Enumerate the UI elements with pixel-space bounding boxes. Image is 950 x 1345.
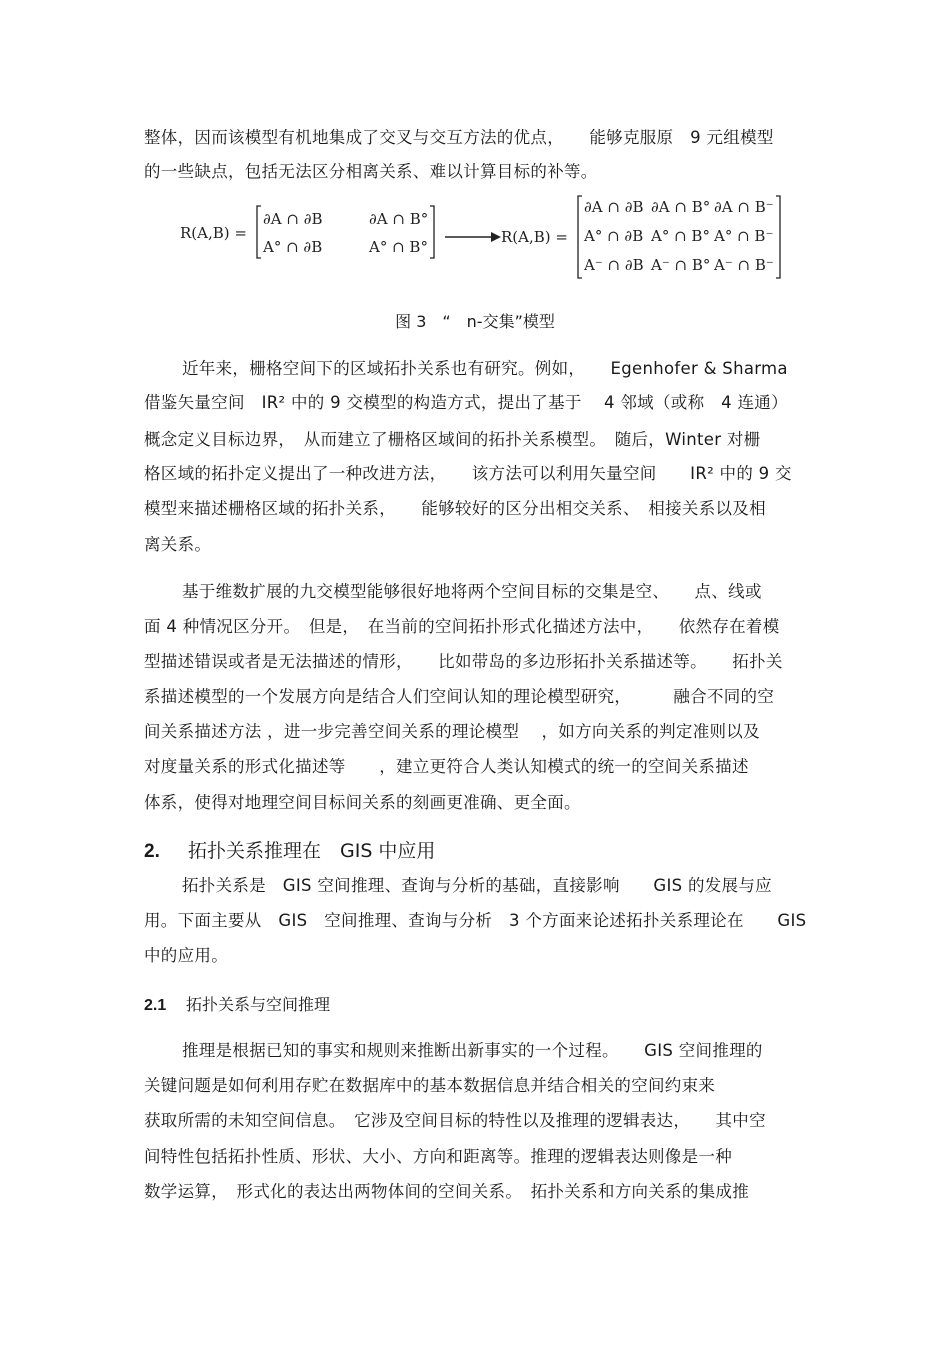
matrix-cell: A⁻ ∩ B⁻ — [714, 256, 774, 274]
paragraph-line: 体系，使得对地理空间目标间关系的刻画更准确、更全面。 — [144, 793, 581, 812]
figure-caption: 图 3 “ n-交集”模型 — [395, 312, 555, 331]
section-title: 拓扑关系推理在 GIS 中应用 — [188, 840, 436, 862]
paragraph-line: 数学运算， 形式化的表达出两物体间的空间关系。 拓扑关系和方向关系的集成推 — [144, 1182, 750, 1201]
paragraph-line: 间特性包括拓扑性质、形状、大小、方向和距离等。推理的逻辑表达则像是一种 — [144, 1147, 732, 1166]
matrix-cell: A⁻ ∩ ∂B — [584, 256, 644, 274]
paragraph-line: 用。下面主要从 GIS 空间推理、查询与分析 3 个方面来论述拓扑关系理论在 GIS — [144, 911, 807, 930]
paragraph-line: 拓扑关系是 GIS 空间推理、查询与分析的基础，直接影响 GIS 的发展与应 — [182, 876, 772, 895]
paragraph-line: 离关系。 — [144, 535, 212, 554]
paragraph-line: 系描述模型的一个发展方向是结合人们空间认知的理论模型研究， 融合不同的空 — [144, 687, 775, 706]
matrix-cell: ∂A ∩ ∂B — [584, 198, 644, 216]
paragraph-line: 的一些缺点，包括无法区分相离关系、难以计算目标的补等。 — [144, 162, 598, 181]
subsection-heading — [144, 995, 330, 1016]
matrix-cell: ∂A ∩ B° — [651, 198, 711, 216]
paragraph-line: 对度量关系的形式化描述等 ，建立更符合人类认知模式的统一的空间关系描述 — [144, 757, 749, 776]
matrix-cell: ∂A ∩ ∂B — [263, 210, 323, 228]
matrix-cell: A° ∩ ∂B — [263, 238, 323, 256]
paragraph-line: 近年来，栅格空间下的区域拓扑关系也有研究。例如， Egenhofer & Sharma — [182, 359, 788, 378]
left-bracket — [578, 196, 582, 278]
paragraph-line: 中的应用。 — [144, 946, 228, 965]
subsection-title: 拓扑关系与空间推理 — [186, 995, 331, 1014]
section-number: 2. — [144, 841, 160, 862]
formula-lhs-label: R(A,B) = — [180, 224, 247, 242]
paragraph-line: 型描述错误或者是无法描述的情形， 比如带岛的多边形拓扑关系描述等。 拓扑关 — [144, 652, 783, 671]
paragraph-line: 借鉴矢量空间 IR² 中的 9 交模型的构造方式，提出了基于 4 邻域（或称 4 连通） — [144, 393, 788, 412]
paragraph-line: 基于维数扩展的九交模型能够很好地将两个空间目标的交集是空、 点、线或 — [182, 582, 762, 601]
formula-rhs-label: R(A,B) = — [501, 228, 568, 246]
paragraph-line: 面 4 种情况区分开。 但是， 在当前的空间拓扑形式化描述方法中， 依然存在着模 — [144, 617, 780, 636]
paragraph-line: 间关系描述方法 ，进一步完善空间关系的理论模型 ，如方向关系的判定准则以及 — [144, 722, 760, 741]
matrix-cell: A° ∩ B⁻ — [714, 227, 774, 245]
n-intersection-formula — [175, 192, 790, 280]
right-bracket — [430, 206, 434, 258]
arrow-icon — [445, 232, 501, 242]
paragraph-line: 整体，因而该模型有机地集成了交叉与交互方法的优点， 能够克服原 9 元组模型 — [144, 128, 774, 147]
paragraph-line: 模型来描述栅格区域的拓扑关系， 能够较好的区分出相交关系、 相接关系以及相 — [144, 499, 766, 518]
subsection-number: 2.1 — [144, 997, 167, 1014]
matrix-cell: A° ∩ B° — [369, 238, 428, 256]
matrix-cell: A⁻ ∩ B° — [651, 256, 711, 274]
matrix-cell: ∂A ∩ B° — [369, 210, 429, 228]
section-heading — [144, 839, 435, 864]
matrix-cell: A° ∩ ∂B — [584, 227, 644, 245]
paragraph-line: 格区域的拓扑定义提出了一种改进方法， 该方法可以利用矢量空间 IR² 中的 9 交 — [144, 464, 792, 483]
paragraph-line: 推理是根据已知的事实和规则来推断出新事实的一个过程。 GIS 空间推理的 — [182, 1041, 763, 1060]
matrix-cell: A° ∩ B° — [651, 227, 710, 245]
paragraph-line: 获取所需的未知空间信息。 它涉及空间目标的特性以及推理的逻辑表达， 其中空 — [144, 1111, 766, 1130]
matrix-cell: ∂A ∩ B⁻ — [714, 198, 774, 216]
paragraph-line: 概念定义目标边界， 从而建立了栅格区域间的拓扑关系模型。 随后，Winter 对栅 — [144, 430, 761, 449]
left-bracket — [257, 206, 261, 258]
paragraph-line: 关键问题是如何利用存贮在数据库中的基本数据信息并结合相关的空间约束来 — [144, 1076, 716, 1095]
right-bracket — [776, 196, 780, 278]
